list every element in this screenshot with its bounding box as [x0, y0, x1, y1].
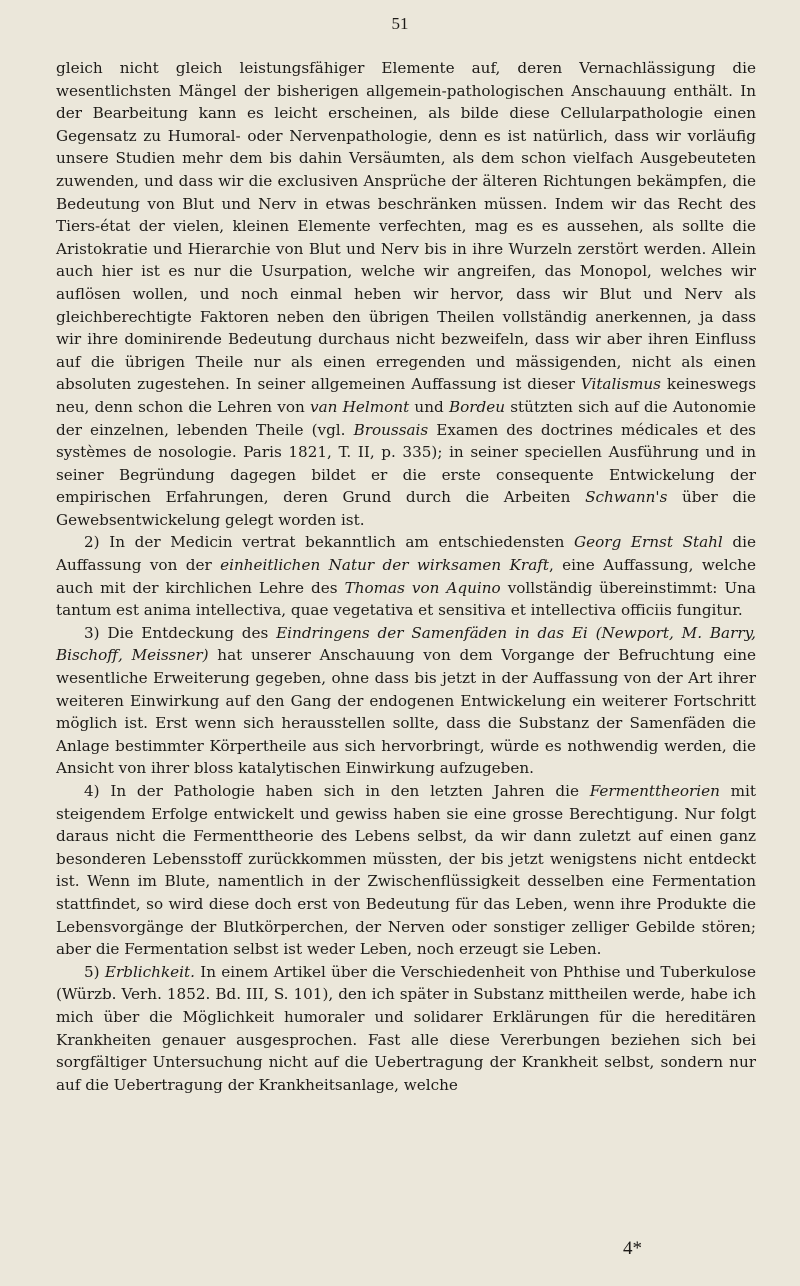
italic-text: Eindringens der Samenfäden in das Ei (Newport, M. Barry, Bischoff, Meissner) [56, 623, 756, 665]
italic-text: einheitlichen Natur der wirksamen Kraft [220, 556, 549, 575]
text-run: , eine Auffassung, welche auch mit der kirchlichen Lehre des [56, 556, 756, 597]
paragraph-note-2 [56, 531, 756, 621]
paragraph-note-3 [56, 622, 756, 780]
paragraph-note-4 [56, 780, 756, 961]
text-run: mit steigendem Erfolge entwickelt und gewiss haben sie eine grosse Berechtigung. Nur folgt daraus nicht die Fermenttheorie des Lebens selbst, da wir dann zuletzt auf einen ganz besonderen Lebensstoff zurückkommen müssten, der bis jetzt wenigstens nicht entdeckt ist. Wenn im Blute, namentlich in der Zwischenflüssigkeit desselben eine Fermentation stattfindet, so wird diese doch erst von Bedeutung für das Leben, wenn ihre Produkte die Lebensvorgänge der Blutkörperchen, der Nerven oder sonstiger zelliger Gebilde stören; aber die Fermentation selbst ist weder Leben, noch erzeugt sie Leben. [56, 782, 756, 959]
italic-text: Schwann's [585, 488, 668, 507]
body-text [56, 57, 756, 1096]
page-number: 51 [391, 14, 409, 33]
signature-mark: 4* [623, 1238, 642, 1259]
italic-text: Fermenttheorien [589, 782, 720, 800]
text-run: 5) [84, 962, 105, 981]
italic-text: Vitalismus [580, 375, 661, 394]
text-run: und [409, 397, 449, 416]
text-run: über die Gewebsentwickelung gelegt worden ist. [56, 488, 756, 529]
text-run: hat unserer Anschauung von dem Vorgange der Befruchtung eine wesentliche Erweiterung gegeben, ohne dass bis jetzt in der Auffassung von der Art ihrer weiteren Einwirkung auf den Gang der endogenen Entwickelung ein weiterer Fortschritt möglich ist. Erst wenn sich herausstellen sollte, dass die Substanz der Samenfäden die Anlage bestimmter Körpertheile aus sich hervorbringt, würde es nothwendig werden, die Ansicht von ihrer bloss katalytischen Einwirkung aufzugeben. [56, 646, 756, 778]
text-run: 3) Die Entdeckung des [84, 623, 277, 642]
text-run: Examen des doctrines médicales et des systèmes de nosologie. Paris 1821, T. II, p. 335); in seiner speciellen Ausführung und in seiner Begründung dagegen bildet er die erste consequente Entwickelung der empirischen Erfahrungen, deren Grund durch die Arbeiten [56, 420, 756, 507]
text-run: die Auffassung von der [56, 533, 756, 575]
text-run: 2) In der Medicin vertrat bekanntlich am entschiedensten [84, 533, 575, 552]
text-run: keineswegs neu, denn schon die Lehren von [56, 375, 756, 416]
italic-text: Erblichkeit. [104, 962, 195, 981]
italic-text: Thomas von Aquino [344, 578, 501, 597]
italic-text: van Helmont [310, 397, 410, 416]
text-run: In einem Artikel über die Verschiedenheit von Phthise und Tuberkulose (Würzb. Verh. 1852. Bd. III, S. 101), den ich später in Substanz mittheilen werde, habe ich mich über die Möglichkeit humoraler und solidarer Erklärungen für die hereditären Krankheiten genauer ausgesprochen. Fast alle diese Vererbungen beziehen sich bei sorgfältiger Untersuchung nicht auf die Uebertragung der Krankheit selbst, sondern nur auf die Uebertragung der Krankheitsanlage, welche [56, 962, 757, 1094]
italic-text: Broussais [353, 420, 429, 439]
paragraph-continued [56, 57, 756, 531]
italic-text: Georg Ernst Stahl [574, 533, 723, 552]
italic-text: Bordeu [448, 397, 506, 416]
text-run: vollständig übereinstimmt: Una tantum est anima intellectiva, quae vegetativa et sensitiva et intellectiva officiis fungitur. [56, 578, 756, 620]
text-run: gleich nicht gleich leistungsfähiger Elemente auf, deren Vernachlässigung die wesentlichsten Mängel der bisherigen allgemein-pathologischen Anschauung enthält. In der Bearbeitung kann es leicht erscheinen, als bilde diese Cellularpathologie einen Gegensatz zu Humoral- oder Nervenpathologie, denn es ist natürlich, dass wir vorläufig unsere Studien mehr dem bis dahin Versäumten, als dem schon vielfach Ausgebeuteten zuwenden, und dass wir die exclusiven Ansprüche der älteren Richtungen bekämpfen, die Bedeutung von Blut und Nerv in etwas beschränken müssen. Indem wir das Recht des Tiers-état der vielen, kleinen Elemente verfechten, mag es es aussehen, als sollte die Aristokratie und Hierarchie von Blut und Nerv bis in ihre Wurzeln zerstört werden. Allein auch hier ist es nur die Usurpation, welche wir angreifen, das Monopol, welches wir auflösen wollen, und noch einmal heben wir hervor, dass wir Blut und Nerv als gleichberechtigte Faktoren neben den übrigen Theilen vollständig anerkennen, ja dass wir ihre dominirende Bedeutung durchaus nicht bezweifeln, dass wir aber ihren Einfluss auf die übrigen Theile nur als einen erregenden und mässigenden, nicht als einen absoluten zugestehen. In seiner allgemeinen Auffassung ist dieser [56, 59, 756, 394]
paragraph-note-5 [56, 961, 756, 1097]
text-run: 4) In der Pathologie haben sich in den letzten Jahren die [84, 782, 590, 800]
text-run: stützten sich auf die Autonomie der einzelnen, lebenden Theile (vgl. [56, 397, 756, 439]
